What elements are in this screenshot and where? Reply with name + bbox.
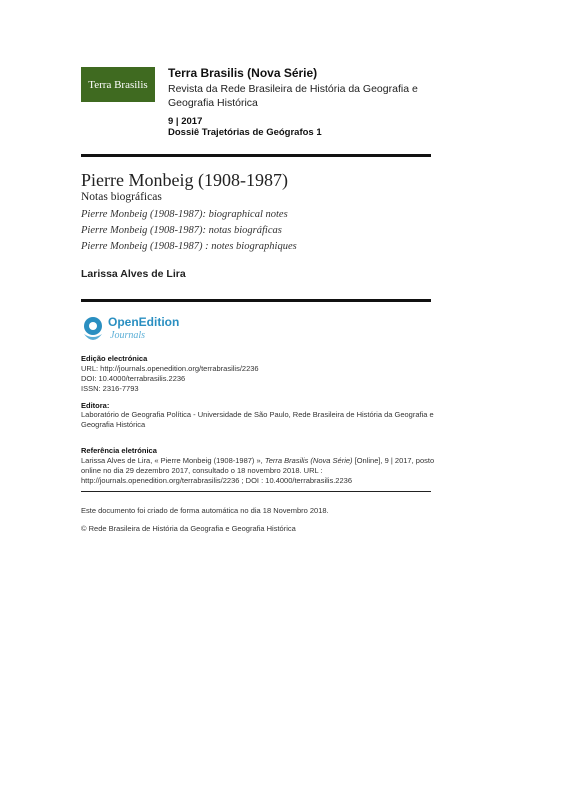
reference-journal: Terra Brasilis (Nova Série) (264, 456, 353, 465)
footer-divider (81, 491, 431, 492)
reference-author: Larissa Alves de Lira, « Pierre Monbeig (1908-1987) », (81, 456, 265, 465)
article-url[interactable]: URL: http://journals.openedition.org/terrabrasilis/2236 (81, 364, 259, 373)
journal-issn: ISSN: 2316-7793 (81, 384, 139, 393)
journal-logo-text: Terra Brasilis (88, 78, 148, 91)
reference-text (81, 456, 436, 486)
journal-title: Terra Brasilis (Nova Série) (168, 66, 318, 80)
journal-subtitle: Revista da Rede Brasileira de História da Geografia e Geografia Histórica (168, 83, 418, 109)
issue-number: 9 | 2017 (168, 116, 203, 127)
article-author: Larissa Alves de Lira (81, 268, 186, 280)
issue-dossier: Dossiê Trajetórias de Geógrafos 1 (168, 127, 322, 138)
reference-heading: Referência eletrónica (81, 446, 157, 455)
openedition-icon (81, 316, 105, 344)
openedition-name: OpenEdition (108, 315, 180, 329)
openedition-journals-label: Journals (110, 330, 145, 341)
alt-title-french: Pierre Monbeig (1908-1987) : notes biographiques (81, 241, 297, 252)
alt-title-portuguese: Pierre Monbeig (1908-1987): notas biográficas (81, 225, 282, 236)
editor-text: Laboratório de Geografia Política - Universidade de São Paulo, Rede Brasileira de História da Geografia e Geografia Histórica (81, 410, 434, 429)
creation-note: Este documento foi criado de forma automática no dia 18 Novembro 2018. (81, 506, 329, 515)
reference-details: [Online], 9 | 2017, posto online no dia 29 dezembro 2017, consultado o 18 novembro 2018. URL : http://journals.openedition.org/terrabrasilis/2236 ; DOI : 10.4000/terrabrasilis.2236 (81, 456, 435, 485)
article-title: Pierre Monbeig (1908-1987) (81, 170, 288, 190)
copyright-note: © Rede Brasileira de História da Geografia e Geografia Histórica (81, 524, 296, 533)
article-divider (81, 299, 431, 302)
journal-logo (81, 67, 155, 102)
electronic-edition-heading: Edição electrónica (81, 354, 148, 363)
header-divider (81, 154, 431, 157)
alt-title-english: Pierre Monbeig (1908-1987): biographical notes (81, 209, 288, 220)
editor-heading: Editora: (81, 401, 110, 410)
article-subtitle: Notas biográficas (81, 191, 162, 203)
article-doi: DOI: 10.4000/terrabrasilis.2236 (81, 374, 186, 383)
